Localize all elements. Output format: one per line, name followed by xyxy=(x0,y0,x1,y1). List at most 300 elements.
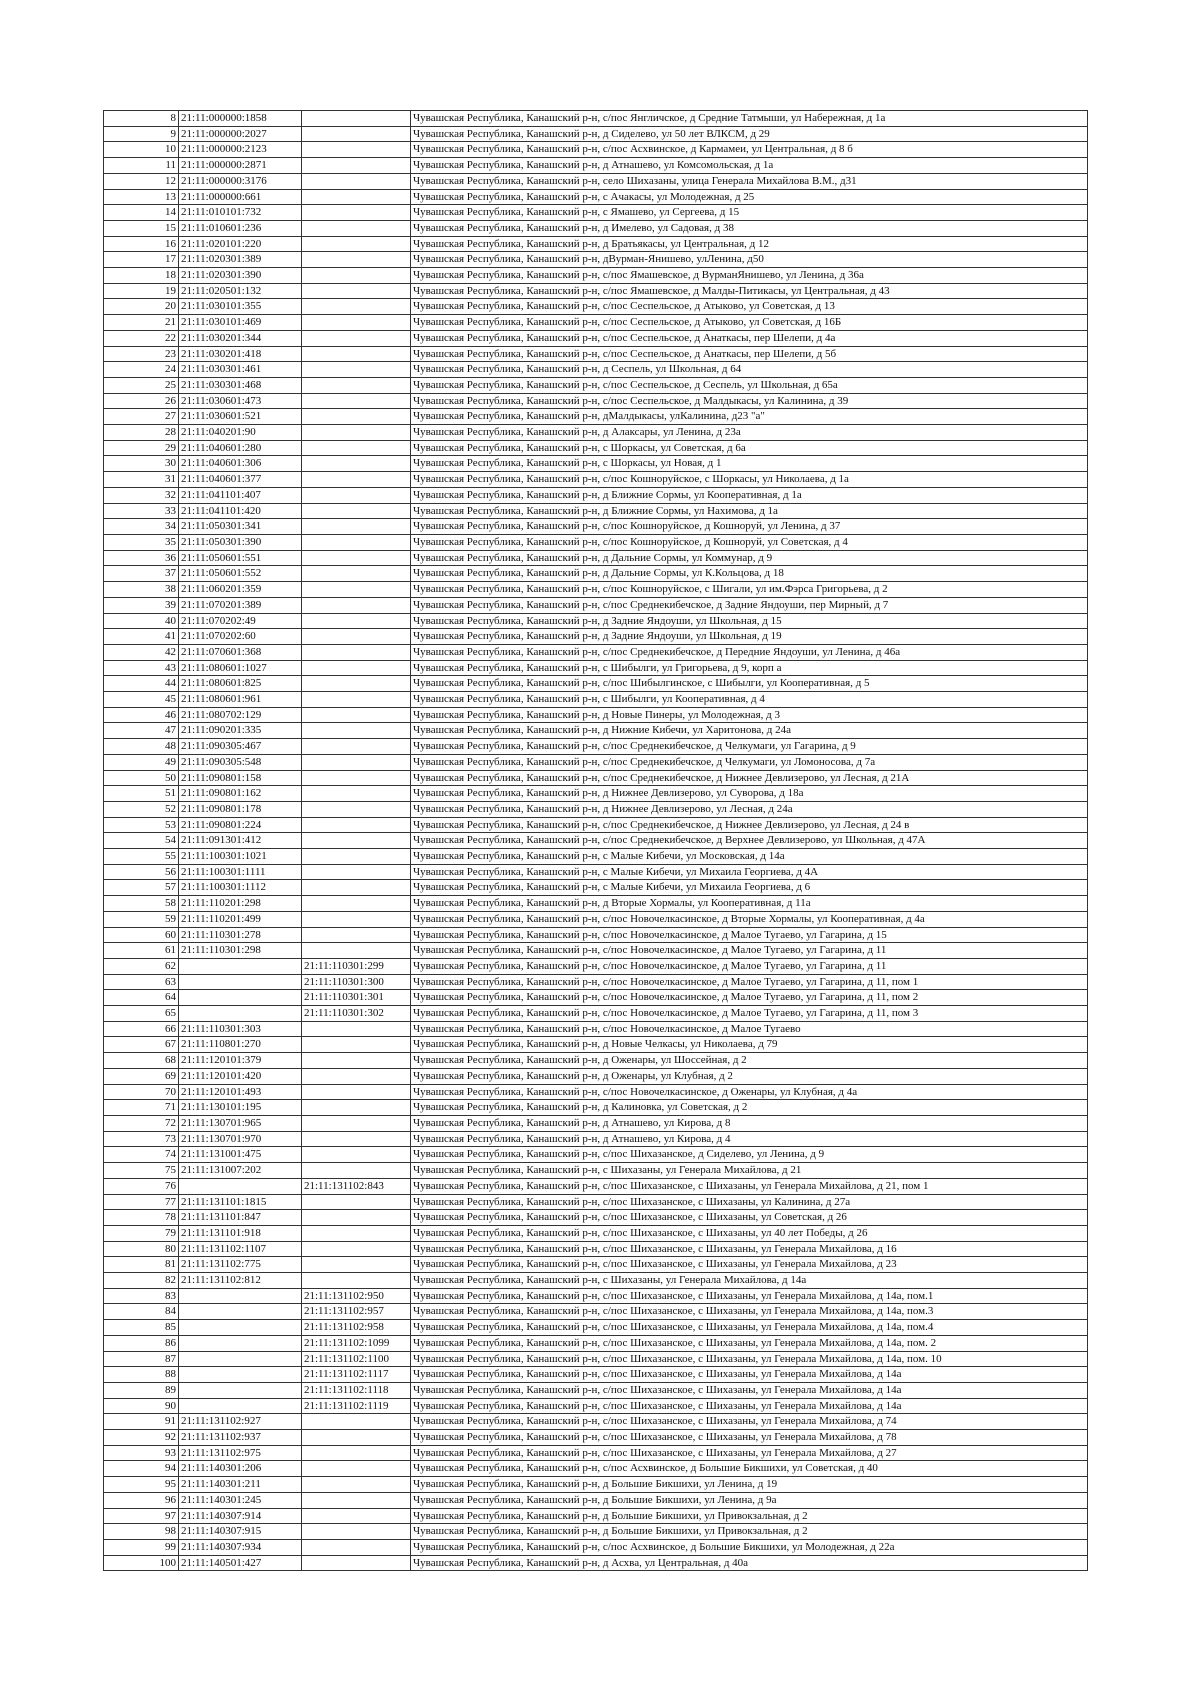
row-number-cell: 18 xyxy=(104,268,179,284)
address-cell: Чувашская Республика, Канашский р-н, с Шоркасы, ул Новая, д 1 xyxy=(411,456,1088,472)
address-cell: Чувашская Республика, Канашский р-н, с/пос Кошноруйское, д Кошноруй, ул Советская, д 4 xyxy=(411,534,1088,550)
row-number-cell: 35 xyxy=(104,534,179,550)
sub-cadastral-number-cell xyxy=(302,1445,411,1461)
sub-cadastral-number-cell xyxy=(302,629,411,645)
address-cell: Чувашская Республика, Канашский р-н, с/пос Шихазанское, с Шихазаны, ул 40 лет Победы, д 26 xyxy=(411,1225,1088,1241)
table-row xyxy=(104,817,1088,833)
address-cell: Чувашская Республика, Канашский р-н, с Малые Кибечи, ул Московская, д 14а xyxy=(411,849,1088,865)
sub-cadastral-number-cell xyxy=(302,377,411,393)
address-cell: Чувашская Республика, Канашский р-н, с/пос Шихазанское, с Шихазаны, ул Генерала Михайлова, д 14а xyxy=(411,1398,1088,1414)
address-cell: Чувашская Республика, Канашский р-н, д Асхва, ул Центральная, д 40а xyxy=(411,1555,1088,1571)
sub-cadastral-number-cell xyxy=(302,707,411,723)
sub-cadastral-number-cell xyxy=(302,1163,411,1179)
cadastral-number-cell: 21:11:110201:298 xyxy=(179,896,302,912)
row-number-cell: 13 xyxy=(104,189,179,205)
address-cell: Чувашская Республика, Канашский р-н, д Большие Бикшихи, ул Ленина, д 9а xyxy=(411,1492,1088,1508)
row-number-cell: 11 xyxy=(104,158,179,174)
address-cell: Чувашская Республика, Канашский р-н, с/пос Новочелкасинское, д Малое Тугаево, ул Гагарина, д 11 xyxy=(411,943,1088,959)
sub-cadastral-number-cell xyxy=(302,534,411,550)
cadastral-number-cell: 21:11:041101:420 xyxy=(179,503,302,519)
row-number-cell: 19 xyxy=(104,283,179,299)
table-row xyxy=(104,1241,1088,1257)
table-row xyxy=(104,1273,1088,1289)
row-number-cell: 59 xyxy=(104,911,179,927)
table-row xyxy=(104,330,1088,346)
address-cell: Чувашская Республика, Канашский р-н, д Задние Яндоуши, ул Школьная, д 19 xyxy=(411,629,1088,645)
sub-cadastral-number-cell: 21:11:131102:1117 xyxy=(302,1367,411,1383)
address-cell: Чувашская Республика, Канашский р-н, с/пос Среднекибечское, д Нижнее Девлизерово, ул Лесная, д 21А xyxy=(411,770,1088,786)
table-row xyxy=(104,943,1088,959)
table-row xyxy=(104,1288,1088,1304)
cadastral-number-cell: 21:11:010601:236 xyxy=(179,220,302,236)
cadastral-number-cell: 21:11:040601:377 xyxy=(179,472,302,488)
sub-cadastral-number-cell xyxy=(302,1555,411,1571)
table-row xyxy=(104,896,1088,912)
row-number-cell: 43 xyxy=(104,660,179,676)
row-number-cell: 84 xyxy=(104,1304,179,1320)
address-cell: Чувашская Республика, Канашский р-н, с Шибылги, ул Кооперативная, д 4 xyxy=(411,692,1088,708)
table-row xyxy=(104,472,1088,488)
table-row xyxy=(104,660,1088,676)
sub-cadastral-number-cell xyxy=(302,519,411,535)
cadastral-number-cell: 21:11:100301:1112 xyxy=(179,880,302,896)
cadastral-number-cell: 21:11:140307:934 xyxy=(179,1539,302,1555)
sub-cadastral-number-cell xyxy=(302,911,411,927)
table-row xyxy=(104,315,1088,331)
table-row xyxy=(104,111,1088,127)
address-cell: Чувашская Республика, Канашский р-н, с/пос Новочелкасинское, д Малое Тугаево, ул Гагарина, д 11 xyxy=(411,958,1088,974)
row-number-cell: 76 xyxy=(104,1178,179,1194)
cadastral-number-cell: 21:11:131102:975 xyxy=(179,1445,302,1461)
table-row xyxy=(104,268,1088,284)
row-number-cell: 57 xyxy=(104,880,179,896)
table-row xyxy=(104,1257,1088,1273)
sub-cadastral-number-cell xyxy=(302,1147,411,1163)
table-row xyxy=(104,1492,1088,1508)
address-cell: Чувашская Республика, Канашский р-н, с/пос Кошноруйское, с Шоркасы, ул Николаева, д 1а xyxy=(411,472,1088,488)
address-cell: Чувашская Республика, Канашский р-н, с/пос Шихазанское, с Шихазаны, ул Генерала Михайлова, д 14а, пом.4 xyxy=(411,1320,1088,1336)
cadastral-number-cell: 21:11:030201:344 xyxy=(179,330,302,346)
cadastral-number-cell xyxy=(179,1382,302,1398)
sub-cadastral-number-cell xyxy=(302,503,411,519)
row-number-cell: 87 xyxy=(104,1351,179,1367)
sub-cadastral-number-cell xyxy=(302,786,411,802)
row-number-cell: 72 xyxy=(104,1116,179,1132)
table-row xyxy=(104,613,1088,629)
sub-cadastral-number-cell xyxy=(302,126,411,142)
row-number-cell: 48 xyxy=(104,739,179,755)
table-row xyxy=(104,393,1088,409)
address-cell: Чувашская Республика, Канашский р-н, с/пос Шихазанское, д Сиделево, ул Ленина, д 9 xyxy=(411,1147,1088,1163)
sub-cadastral-number-cell xyxy=(302,739,411,755)
address-cell: Чувашская Республика, Канашский р-н, д Братьякасы, ул Центральная, д 12 xyxy=(411,236,1088,252)
sub-cadastral-number-cell xyxy=(302,1461,411,1477)
address-cell: Чувашская Республика, Канашский р-н, с Малые Кибечи, ул Михаила Георгиева, д 4А xyxy=(411,864,1088,880)
sub-cadastral-number-cell xyxy=(302,1414,411,1430)
sub-cadastral-number-cell: 21:11:131102:1119 xyxy=(302,1398,411,1414)
cadastral-number-cell: 21:11:030101:469 xyxy=(179,315,302,331)
table-row xyxy=(104,236,1088,252)
table-row xyxy=(104,990,1088,1006)
sub-cadastral-number-cell xyxy=(302,1068,411,1084)
row-number-cell: 98 xyxy=(104,1524,179,1540)
row-number-cell: 20 xyxy=(104,299,179,315)
address-cell: Чувашская Республика, Канашский р-н, с/пос Асхвинское, д Кармамеи, ул Центральная, д 8 б xyxy=(411,142,1088,158)
address-cell: Чувашская Республика, Канашский р-н, с/пос Среднекибечское, д Передние Яндоуши, ул Ленина, д 46а xyxy=(411,644,1088,660)
address-cell: Чувашская Республика, Канашский р-н, д Новые Челкасы, ул Николаева, д 79 xyxy=(411,1037,1088,1053)
address-cell: Чувашская Республика, Канашский р-н, с/пос Сеспельское, д Анаткасы, пер Шелепи, д 5б xyxy=(411,346,1088,362)
sub-cadastral-number-cell xyxy=(302,487,411,503)
cadastral-number-cell: 21:11:120101:420 xyxy=(179,1068,302,1084)
row-number-cell: 38 xyxy=(104,582,179,598)
sub-cadastral-number-cell xyxy=(302,1477,411,1493)
cadastral-number-cell xyxy=(179,1288,302,1304)
address-cell: Чувашская Республика, Канашский р-н, с/пос Шихазанское, с Шихазаны, ул Генерала Михайлова, д 78 xyxy=(411,1430,1088,1446)
sub-cadastral-number-cell xyxy=(302,770,411,786)
cadastral-number-cell: 21:11:090801:158 xyxy=(179,770,302,786)
table-row xyxy=(104,519,1088,535)
sub-cadastral-number-cell: 21:11:110301:299 xyxy=(302,958,411,974)
row-number-cell: 77 xyxy=(104,1194,179,1210)
row-number-cell: 56 xyxy=(104,864,179,880)
row-number-cell: 92 xyxy=(104,1430,179,1446)
address-cell: Чувашская Республика, Канашский р-н, с/пос Сеспельское, д Атыково, ул Советская, д 13 xyxy=(411,299,1088,315)
address-cell: Чувашская Республика, Канашский р-н, с/пос Шихазанское, с Шихазаны, ул Генерала Михайлова, д 14а, пом.1 xyxy=(411,1288,1088,1304)
cadastral-number-cell xyxy=(179,974,302,990)
sub-cadastral-number-cell xyxy=(302,1021,411,1037)
table-row xyxy=(104,346,1088,362)
sub-cadastral-number-cell: 21:11:110301:302 xyxy=(302,1006,411,1022)
cadastral-number-cell: 21:11:070202:49 xyxy=(179,613,302,629)
table-row xyxy=(104,739,1088,755)
sub-cadastral-number-cell: 21:11:131102:843 xyxy=(302,1178,411,1194)
sub-cadastral-number-cell xyxy=(302,189,411,205)
address-cell: Чувашская Республика, Канашский р-н, с/пос Среднекибечское, д Челкумаги, ул Ломоносова, д 7а xyxy=(411,754,1088,770)
cadastral-number-cell: 21:11:131101:918 xyxy=(179,1225,302,1241)
sub-cadastral-number-cell xyxy=(302,236,411,252)
table-row xyxy=(104,1037,1088,1053)
cadastral-number-cell: 21:11:120101:379 xyxy=(179,1053,302,1069)
address-cell: Чувашская Республика, Канашский р-н, с/пос Новочелкасинское, д Оженары, ул Клубная, д 4а xyxy=(411,1084,1088,1100)
cadastral-number-cell: 21:11:140501:427 xyxy=(179,1555,302,1571)
table-row xyxy=(104,158,1088,174)
sub-cadastral-number-cell xyxy=(302,1116,411,1132)
row-number-cell: 42 xyxy=(104,644,179,660)
cadastral-number-cell: 21:11:041101:407 xyxy=(179,487,302,503)
row-number-cell: 91 xyxy=(104,1414,179,1430)
table-row xyxy=(104,974,1088,990)
table-row xyxy=(104,754,1088,770)
address-cell: Чувашская Республика, Канашский р-н, с/пос Среднекибечское, д Челкумаги, ул Гагарина, д 9 xyxy=(411,739,1088,755)
row-number-cell: 68 xyxy=(104,1053,179,1069)
sub-cadastral-number-cell: 21:11:131102:1118 xyxy=(302,1382,411,1398)
address-cell: Чувашская Республика, Канашский р-н, с/пос Среднекибечское, д Задние Яндоуши, пер Мирный, д 7 xyxy=(411,597,1088,613)
sub-cadastral-number-cell xyxy=(302,566,411,582)
sub-cadastral-number-cell xyxy=(302,864,411,880)
cadastral-number-cell: 21:11:050301:341 xyxy=(179,519,302,535)
table-row xyxy=(104,833,1088,849)
row-number-cell: 26 xyxy=(104,393,179,409)
address-cell: Чувашская Республика, Канашский р-н, д Ближние Сормы, ул Нахимова, д 1а xyxy=(411,503,1088,519)
table-row xyxy=(104,629,1088,645)
row-number-cell: 88 xyxy=(104,1367,179,1383)
sub-cadastral-number-cell xyxy=(302,472,411,488)
sub-cadastral-number-cell xyxy=(302,1194,411,1210)
cadastral-number-cell: 21:11:030301:461 xyxy=(179,362,302,378)
cadastral-number-cell: 21:11:131007:202 xyxy=(179,1163,302,1179)
cadastral-number-cell: 21:11:040601:280 xyxy=(179,440,302,456)
row-number-cell: 28 xyxy=(104,425,179,441)
sub-cadastral-number-cell xyxy=(302,550,411,566)
cadastral-number-cell: 21:11:020101:220 xyxy=(179,236,302,252)
cadastral-number-cell: 21:11:080601:825 xyxy=(179,676,302,692)
address-cell: Чувашская Республика, Канашский р-н, д Дальние Сормы, ул Коммунар, д 9 xyxy=(411,550,1088,566)
cadastral-number-cell: 21:11:050601:552 xyxy=(179,566,302,582)
address-cell: Чувашская Республика, Канашский р-н, с/пос Асхвинское, д Большие Бикшихи, ул Советская, д 40 xyxy=(411,1461,1088,1477)
address-cell: Чувашская Республика, Канашский р-н, с/пос Кошноруйское, д Кошноруй, ул Ленина, д 37 xyxy=(411,519,1088,535)
cadastral-number-cell: 21:11:060201:359 xyxy=(179,582,302,598)
table-row xyxy=(104,299,1088,315)
address-cell: Чувашская Республика, Канашский р-н, с/пос Шихазанское, с Шихазаны, ул Генерала Михайлова, д 16 xyxy=(411,1241,1088,1257)
sub-cadastral-number-cell: 21:11:131102:1100 xyxy=(302,1351,411,1367)
table-row xyxy=(104,801,1088,817)
sub-cadastral-number-cell xyxy=(302,299,411,315)
table-row xyxy=(104,582,1088,598)
sub-cadastral-number-cell: 21:11:110301:300 xyxy=(302,974,411,990)
address-cell: Чувашская Республика, Канашский р-н, с/пос Шибылгинское, с Шибылги, ул Кооперативная, д 5 xyxy=(411,676,1088,692)
row-number-cell: 15 xyxy=(104,220,179,236)
address-cell: Чувашская Республика, Канашский р-н, с/пос Ямашевское, д Малды-Питикасы, ул Центральная, д 43 xyxy=(411,283,1088,299)
sub-cadastral-number-cell xyxy=(302,1508,411,1524)
row-number-cell: 64 xyxy=(104,990,179,1006)
cadastral-number-cell: 21:11:140301:206 xyxy=(179,1461,302,1477)
address-cell: Чувашская Республика, Канашский р-н, с/пос Шихазанское, с Шихазаны, ул Генерала Михайлова, д 14а, пом.3 xyxy=(411,1304,1088,1320)
address-cell: Чувашская Республика, Канашский р-н, с/пос Шихазанское, с Шихазаны, ул Генерала Михайлова, д 14а xyxy=(411,1367,1088,1383)
cadastral-number-cell: 21:11:131102:927 xyxy=(179,1414,302,1430)
address-cell: Чувашская Республика, Канашский р-н, дМалдыкасы, улКалинина, д23 "а" xyxy=(411,409,1088,425)
row-number-cell: 66 xyxy=(104,1021,179,1037)
cadastral-number-cell xyxy=(179,958,302,974)
table-row xyxy=(104,1398,1088,1414)
sub-cadastral-number-cell xyxy=(302,801,411,817)
cadastral-number-cell: 21:11:131102:812 xyxy=(179,1273,302,1289)
row-number-cell: 82 xyxy=(104,1273,179,1289)
row-number-cell: 78 xyxy=(104,1210,179,1226)
table-row xyxy=(104,173,1088,189)
cadastral-number-cell: 21:11:010101:732 xyxy=(179,205,302,221)
row-number-cell: 39 xyxy=(104,597,179,613)
row-number-cell: 96 xyxy=(104,1492,179,1508)
address-cell: Чувашская Республика, Канашский р-н, д Дальние Сормы, ул К.Кольцова, д 18 xyxy=(411,566,1088,582)
sub-cadastral-number-cell xyxy=(302,943,411,959)
row-number-cell: 85 xyxy=(104,1320,179,1336)
sub-cadastral-number-cell xyxy=(302,817,411,833)
address-cell: Чувашская Республика, Канашский р-н, с/пос Шихазанское, с Шихазаны, ул Генерала Михайлова, д 14а xyxy=(411,1382,1088,1398)
row-number-cell: 50 xyxy=(104,770,179,786)
address-cell: Чувашская Республика, Канашский р-н, с Шихазаны, ул Генерала Михайлова, д 14а xyxy=(411,1273,1088,1289)
sub-cadastral-number-cell xyxy=(302,393,411,409)
table-row xyxy=(104,1178,1088,1194)
table-row xyxy=(104,409,1088,425)
sub-cadastral-number-cell xyxy=(302,880,411,896)
row-number-cell: 49 xyxy=(104,754,179,770)
cadastral-number-cell xyxy=(179,990,302,1006)
sub-cadastral-number-cell xyxy=(302,1084,411,1100)
cadastral-number-cell: 21:11:020301:390 xyxy=(179,268,302,284)
row-number-cell: 47 xyxy=(104,723,179,739)
row-number-cell: 69 xyxy=(104,1068,179,1084)
row-number-cell: 22 xyxy=(104,330,179,346)
row-number-cell: 99 xyxy=(104,1539,179,1555)
table-row xyxy=(104,1304,1088,1320)
sub-cadastral-number-cell xyxy=(302,440,411,456)
table-row xyxy=(104,880,1088,896)
cadastral-number-cell: 21:11:030301:468 xyxy=(179,377,302,393)
cadastral-number-cell: 21:11:000000:1858 xyxy=(179,111,302,127)
sub-cadastral-number-cell xyxy=(302,283,411,299)
table-row xyxy=(104,377,1088,393)
table-row xyxy=(104,1414,1088,1430)
row-number-cell: 86 xyxy=(104,1335,179,1351)
sub-cadastral-number-cell xyxy=(302,676,411,692)
table-row xyxy=(104,1555,1088,1571)
cadastral-number-cell: 21:11:090201:335 xyxy=(179,723,302,739)
table-row xyxy=(104,1147,1088,1163)
address-cell: Чувашская Республика, Канашский р-н, д Имелево, ул Садовая, д 38 xyxy=(411,220,1088,236)
cadastral-number-cell xyxy=(179,1178,302,1194)
sub-cadastral-number-cell xyxy=(302,849,411,865)
address-cell: Чувашская Республика, Канашский р-н, с/пос Янгличское, д Средние Татмыши, ул Набережная, д 1а xyxy=(411,111,1088,127)
table-row xyxy=(104,849,1088,865)
row-number-cell: 32 xyxy=(104,487,179,503)
address-cell: Чувашская Республика, Канашский р-н, д Сиделево, ул 50 лет ВЛКСМ, д 29 xyxy=(411,126,1088,142)
cadastral-number-cell: 21:11:131102:1107 xyxy=(179,1241,302,1257)
sub-cadastral-number-cell xyxy=(302,1257,411,1273)
address-cell: Чувашская Республика, Канашский р-н, д Алаксары, ул Ленина, д 23а xyxy=(411,425,1088,441)
sub-cadastral-number-cell xyxy=(302,1539,411,1555)
table-row xyxy=(104,1367,1088,1383)
sub-cadastral-number-cell xyxy=(302,330,411,346)
row-number-cell: 70 xyxy=(104,1084,179,1100)
address-cell: Чувашская Республика, Канашский р-н, с/пос Новочелкасинское, д Малое Тугаево, ул Гагарина, д 11, пом 1 xyxy=(411,974,1088,990)
address-cell: Чувашская Республика, Канашский р-н, д Нижнее Девлизерово, ул Лесная, д 24а xyxy=(411,801,1088,817)
table-row xyxy=(104,566,1088,582)
row-number-cell: 55 xyxy=(104,849,179,865)
row-number-cell: 60 xyxy=(104,927,179,943)
cadastral-number-cell: 21:11:090305:467 xyxy=(179,739,302,755)
address-cell: Чувашская Республика, Канашский р-н, дВурман-Янишево, улЛенина, д50 xyxy=(411,252,1088,268)
registry-table-body xyxy=(104,111,1088,1571)
address-cell: Чувашская Республика, Канашский р-н, с Ачакасы, ул Молодежная, д 25 xyxy=(411,189,1088,205)
cadastral-number-cell xyxy=(179,1335,302,1351)
cadastral-number-cell: 21:11:100301:1111 xyxy=(179,864,302,880)
row-number-cell: 16 xyxy=(104,236,179,252)
table-row xyxy=(104,644,1088,660)
address-cell: Чувашская Республика, Канашский р-н, д Новые Пинеры, ул Молодежная, д 3 xyxy=(411,707,1088,723)
address-cell: Чувашская Республика, Канашский р-н, д Атнашево, ул Комсомольская, д 1а xyxy=(411,158,1088,174)
address-cell: Чувашская Республика, Канашский р-н, д Большие Бикшихи, ул Привокзальная, д 2 xyxy=(411,1524,1088,1540)
cadastral-number-cell: 21:11:030601:473 xyxy=(179,393,302,409)
row-number-cell: 54 xyxy=(104,833,179,849)
sub-cadastral-number-cell xyxy=(302,142,411,158)
table-row xyxy=(104,550,1088,566)
sub-cadastral-number-cell xyxy=(302,315,411,331)
address-cell: Чувашская Республика, Канашский р-н, с/пос Среднекибечское, д Нижнее Девлизерово, ул Лесная, д 24 в xyxy=(411,817,1088,833)
row-number-cell: 41 xyxy=(104,629,179,645)
sub-cadastral-number-cell xyxy=(302,1273,411,1289)
table-row xyxy=(104,142,1088,158)
sub-cadastral-number-cell xyxy=(302,1241,411,1257)
address-cell: Чувашская Республика, Канашский р-н, с/пос Асхвинское, д Большие Бикшихи, ул Молодежная, д 22а xyxy=(411,1539,1088,1555)
table-row xyxy=(104,1131,1088,1147)
row-number-cell: 79 xyxy=(104,1225,179,1241)
address-cell: Чувашская Республика, Канашский р-н, д Калиновка, ул Советская, д 2 xyxy=(411,1100,1088,1116)
address-cell: Чувашская Республика, Канашский р-н, д Большие Бикшихи, ул Привокзальная, д 2 xyxy=(411,1508,1088,1524)
cadastral-number-cell: 21:11:090801:178 xyxy=(179,801,302,817)
address-cell: Чувашская Республика, Канашский р-н, с/пос Шихазанское, с Шихазаны, ул Генерала Михайлова, д 74 xyxy=(411,1414,1088,1430)
row-number-cell: 40 xyxy=(104,613,179,629)
cadastral-number-cell: 21:11:000000:3176 xyxy=(179,173,302,189)
cadastral-number-cell: 21:11:030201:418 xyxy=(179,346,302,362)
address-cell: Чувашская Республика, Канашский р-н, с Шихазаны, ул Генерала Михайлова, д 21 xyxy=(411,1163,1088,1179)
cadastral-number-cell xyxy=(179,1351,302,1367)
address-cell: Чувашская Республика, Канашский р-н, д Ближние Сормы, ул Кооперативная, д 1а xyxy=(411,487,1088,503)
row-number-cell: 9 xyxy=(104,126,179,142)
row-number-cell: 8 xyxy=(104,111,179,127)
table-row xyxy=(104,425,1088,441)
address-cell: Чувашская Республика, Канашский р-н, д Нижнее Девлизерово, ул Суворова, д 18а xyxy=(411,786,1088,802)
sub-cadastral-number-cell xyxy=(302,1524,411,1540)
row-number-cell: 24 xyxy=(104,362,179,378)
sub-cadastral-number-cell: 21:11:131102:1099 xyxy=(302,1335,411,1351)
sub-cadastral-number-cell xyxy=(302,1037,411,1053)
row-number-cell: 31 xyxy=(104,472,179,488)
cadastral-number-cell: 21:11:110801:270 xyxy=(179,1037,302,1053)
address-cell: Чувашская Республика, Канашский р-н, с/пос Новочелкасинское, д Малое Тугаево xyxy=(411,1021,1088,1037)
sub-cadastral-number-cell xyxy=(302,220,411,236)
address-cell: Чувашская Республика, Канашский р-н, с Шибылги, ул Григорьева, д 9, корп а xyxy=(411,660,1088,676)
cadastral-number-cell: 21:11:020501:132 xyxy=(179,283,302,299)
cadastral-number-cell: 21:11:040201:90 xyxy=(179,425,302,441)
row-number-cell: 25 xyxy=(104,377,179,393)
row-number-cell: 73 xyxy=(104,1131,179,1147)
cadastral-number-cell: 21:11:030101:355 xyxy=(179,299,302,315)
cadastral-number-cell: 21:11:030601:521 xyxy=(179,409,302,425)
cadastral-number-cell: 21:11:140301:245 xyxy=(179,1492,302,1508)
table-row xyxy=(104,1430,1088,1446)
row-number-cell: 74 xyxy=(104,1147,179,1163)
row-number-cell: 61 xyxy=(104,943,179,959)
table-row xyxy=(104,252,1088,268)
address-cell: Чувашская Республика, Канашский р-н, с/пос Шихазанское, с Шихазаны, ул Генерала Михайлова, д 23 xyxy=(411,1257,1088,1273)
row-number-cell: 53 xyxy=(104,817,179,833)
cadastral-number-cell: 21:11:000000:2123 xyxy=(179,142,302,158)
row-number-cell: 34 xyxy=(104,519,179,535)
address-cell: Чувашская Республика, Канашский р-н, д Сеспель, ул Школьная, д 64 xyxy=(411,362,1088,378)
table-row xyxy=(104,597,1088,613)
cadastral-number-cell: 21:11:080702:129 xyxy=(179,707,302,723)
address-cell: Чувашская Республика, Канашский р-н, с/пос Сеспельское, д Малдыкасы, ул Калинина, д 39 xyxy=(411,393,1088,409)
address-cell: Чувашская Республика, Канашский р-н, д Задние Яндоуши, ул Школьная, д 15 xyxy=(411,613,1088,629)
table-row xyxy=(104,205,1088,221)
cadastral-number-cell: 21:11:070202:60 xyxy=(179,629,302,645)
address-cell: Чувашская Республика, Канашский р-н, с/пос Ямашевское, д ВурманЯнишево, ул Ленина, д 36а xyxy=(411,268,1088,284)
cadastral-number-cell: 21:11:080601:1027 xyxy=(179,660,302,676)
cadastral-number-cell: 21:11:091301:412 xyxy=(179,833,302,849)
row-number-cell: 89 xyxy=(104,1382,179,1398)
sub-cadastral-number-cell xyxy=(302,644,411,660)
table-row xyxy=(104,676,1088,692)
